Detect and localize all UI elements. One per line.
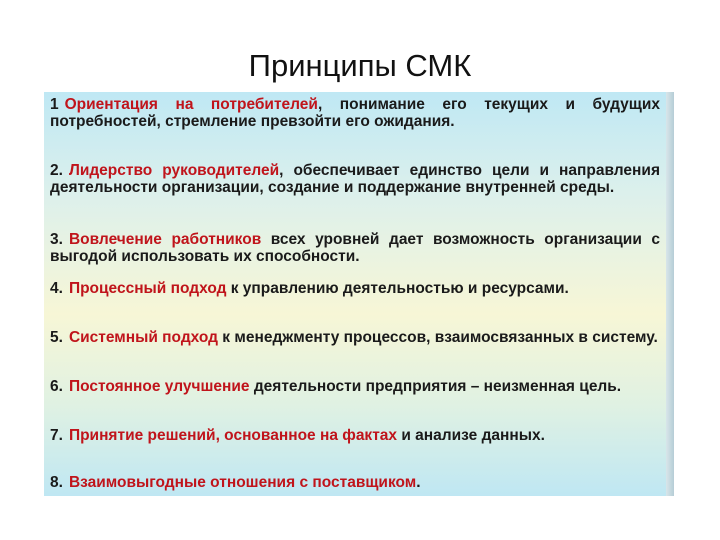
principle-key: Процессный подход: [68, 280, 227, 297]
principle-text: .: [416, 474, 421, 491]
principle-key: Вовлечение работников: [68, 231, 262, 248]
principle-key: Ориентация на потребителей: [64, 96, 318, 113]
principle-key: Постоянное улучшение: [68, 378, 250, 395]
principle-key: Лидерство руководителей: [68, 162, 280, 179]
principle-item-8: [50, 474, 660, 491]
principle-text: к менеджменту процессов, взаимосвязанных в систему.: [218, 329, 658, 346]
principle-text: и анализе данных.: [397, 427, 545, 444]
principle-text: к управлению деятельностью и ресурсами.: [226, 280, 569, 297]
principle-key: Взаимовыгодные отношения с поставщиком: [68, 474, 417, 491]
principle-item-2: [50, 162, 660, 196]
principle-item-7: [50, 427, 660, 444]
principle-text: всех уровней дает возможность организации с выгодой использовать их способности.: [50, 231, 661, 265]
principle-text: , обеспечивает единство цели и направления деятельности организации, создание и поддержание внутренней среды.: [50, 162, 660, 196]
principle-key: Системный подход: [68, 329, 218, 346]
principle-number: 6.: [50, 378, 63, 395]
principle-number: 8.: [50, 474, 63, 491]
principle-number: 3.: [50, 231, 63, 248]
principle-item-1: [50, 96, 660, 130]
principle-item-4: [50, 280, 660, 297]
principle-text: деятельности предприятия – неизменная цель.: [249, 378, 622, 395]
principle-number: 1: [50, 96, 59, 113]
scrollbar[interactable]: [666, 92, 674, 496]
principle-number: 5.: [50, 329, 63, 346]
principle-text: , понимание его текущих и будущих потребностей, стремление превзойти его ожидания.: [50, 96, 661, 130]
principle-key: Принятие решений, основанное на фактах: [68, 427, 398, 444]
principle-number: 2.: [50, 162, 63, 179]
principle-number: 7.: [50, 427, 63, 444]
principles-panel: [44, 92, 674, 496]
principle-item-5: [50, 329, 660, 346]
principle-number: 4.: [50, 280, 63, 297]
principle-item-3: [50, 231, 660, 265]
page-title: Принципы СМК: [248, 48, 472, 83]
principle-item-6: [50, 378, 660, 395]
